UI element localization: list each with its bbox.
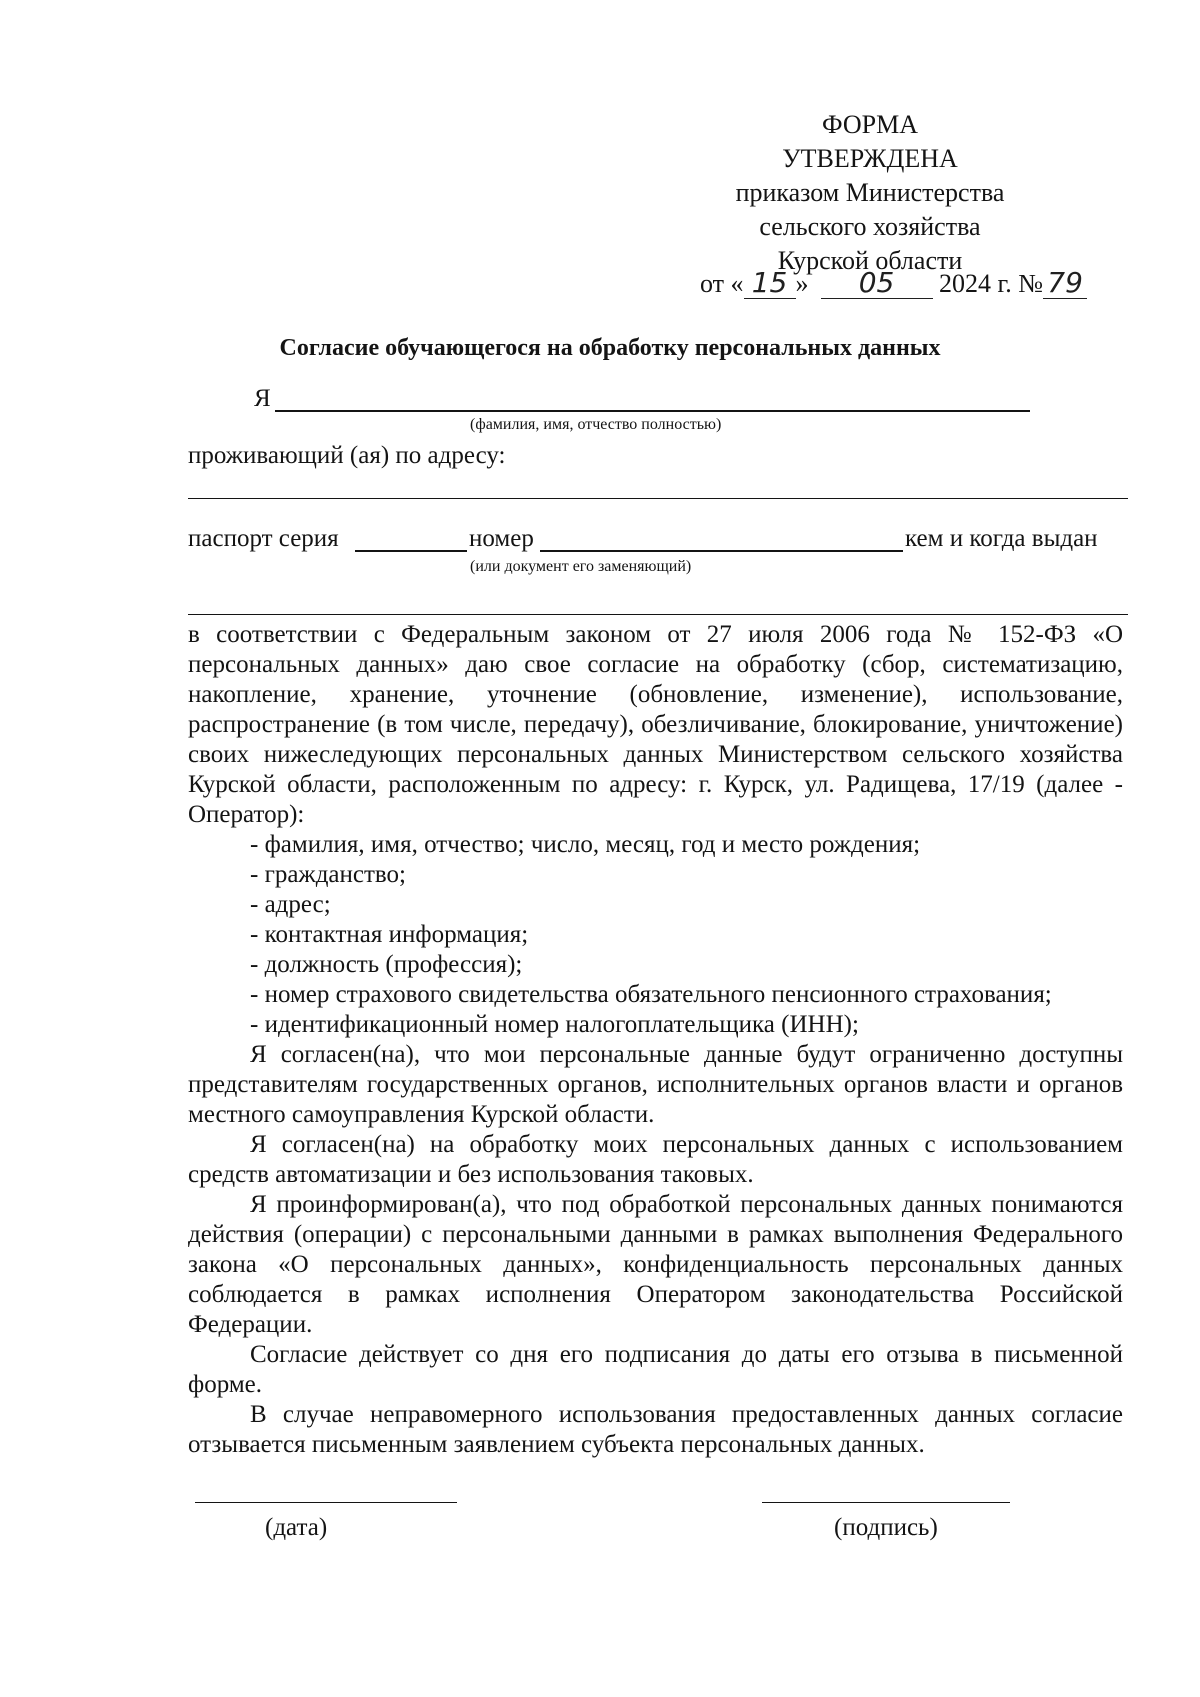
- approval-region-label: Курской области: [777, 246, 963, 275]
- approval-approved-label: УТВЕРЖДЕНА: [782, 144, 958, 173]
- order-prefix: от «: [700, 269, 744, 298]
- list-item: - идентификационный номер налогоплательщика (ИНН);: [250, 1011, 859, 1038]
- order-day-handwritten: 15: [744, 268, 796, 299]
- date-caption: (дата): [265, 1514, 328, 1541]
- passport-series-input-line[interactable]: [355, 530, 467, 552]
- signature-caption: (подпись): [834, 1514, 938, 1541]
- list-item: - номер страхового свидетельства обязательного пенсионного страхования;: [250, 981, 1052, 1008]
- passport-number-input-line[interactable]: [540, 530, 903, 552]
- list-item: - гражданство;: [250, 861, 406, 888]
- order-year-text: 2024 г. №: [939, 269, 1044, 298]
- list-item: - адрес;: [250, 891, 331, 918]
- consent-paragraph: Согласие действует со дня его подписания до даты его отзыва в письменной форме.: [188, 1341, 1123, 1398]
- fio-input-line[interactable]: [275, 388, 1030, 412]
- document-caption: (или документ его заменяющий): [470, 558, 692, 575]
- issued-label: кем и когда выдан: [905, 525, 1098, 552]
- fio-caption: (фамилия, имя, отчество полностью): [470, 416, 722, 433]
- consent-paragraph: Я проинформирован(а), что под обработкой персональных данных понимаются действия (операции) с персональными данными в рамках выполнения Федерального закона «О персональных данных», конфиденциальность персональных данных соблюдается в рамках исполнения Оператором законодательства Российской Федерации.: [188, 1191, 1123, 1338]
- list-item: - должность (профессия);: [250, 951, 523, 978]
- order-mid: »: [795, 269, 809, 298]
- approval-form-label: ФОРМА: [822, 110, 918, 139]
- ya-label: Я: [254, 385, 271, 412]
- list-item: - фамилия, имя, отчество; число, месяц, год и место рождения;: [250, 831, 921, 858]
- document-title: Согласие обучающегося на обработку персональных данных: [279, 335, 941, 361]
- address-label: проживающий (ая) по адресу:: [188, 442, 506, 469]
- issued-input-line[interactable]: [188, 594, 1128, 615]
- order-date-line: [700, 268, 1160, 299]
- order-month-handwritten: 05: [821, 268, 933, 299]
- consent-intro: в соответствии с Федеральным законом от 27 июля 2006 года № 152-ФЗ «О персональных данных» даю свое согласие на обработку (сбор, систематизацию, накопление, хранение, уточнение (обновление, изменение), использование, распространение (в том числе, передачу), обезличивание, блокирование, уничтожение) своих нижеследующих персональных данных Министерством сельского хозяйства Курской области, расположенным по адресу: г. Курск, ул. Радищева, 17/19 (далее - Оператор):: [188, 621, 1123, 828]
- list-item: - контактная информация;: [250, 921, 529, 948]
- data-items-list: [188, 830, 1123, 1040]
- date-input-line[interactable]: [195, 1500, 457, 1503]
- passport-series-label: паспорт серия: [188, 525, 339, 552]
- approval-ministry-label: сельского хозяйства: [759, 212, 981, 241]
- order-number-handwritten: 79: [1043, 268, 1087, 299]
- signature-input-line[interactable]: [762, 1500, 1010, 1503]
- approval-order-label: приказом Министерства: [735, 178, 1005, 207]
- consent-paragraph: Я согласен(на) на обработку моих персональных данных с использованием средств автоматизации и без использования таковых.: [188, 1131, 1123, 1188]
- address-input-line[interactable]: [188, 478, 1128, 499]
- consent-paragraph: Я согласен(на), что мои персональные данные будут ограниченно доступны представителям государственных органов, исполнительных органов власти и органов местного самоуправления Курской области.: [188, 1041, 1123, 1128]
- consent-body: [188, 620, 1123, 1460]
- approval-block: [700, 108, 1040, 278]
- consent-paragraph: В случае неправомерного использования предоставленных данных согласие отзывается письменным заявлением субъекта персональных данных.: [188, 1401, 1123, 1458]
- passport-number-label: номер: [469, 525, 534, 552]
